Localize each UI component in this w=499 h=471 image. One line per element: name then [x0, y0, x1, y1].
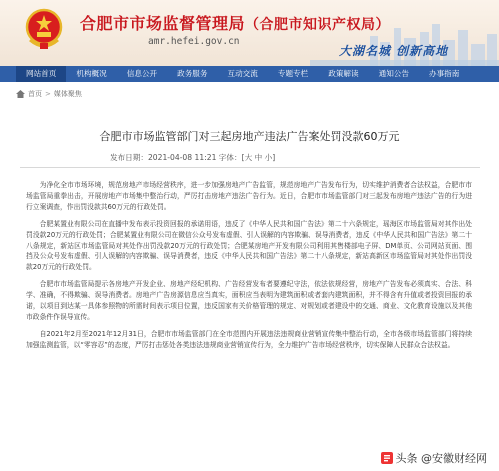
nav-item-about[interactable]: 机构概况	[76, 69, 107, 78]
breadcrumb-separator: >	[45, 90, 51, 98]
font-size-small-button[interactable]: 小	[264, 153, 273, 162]
nav-item-guide[interactable]: 办事指南	[429, 69, 460, 78]
site-slogan: 大湖名城 创新高地	[339, 44, 449, 58]
article-paragraph: 自2021年2月至2021年12月31日，合肥市市场监管部门在全市范围内开展违法违规商业营销宣传集中整治行动，全市各级市场监管部门将持续加强监测监管，以“零容忍”的态度，严厉打击惩处各类违法违规商业营销宣传行为，全力维护广告市场经营秩序，切实保障人民群众合法权益。	[26, 329, 472, 349]
site-subtitle: （合肥市知识产权局）	[245, 17, 391, 33]
article-paragraph: 为净化全市市场环境，规范房地产市场经营秩序，进一步加强房地产广告监管，规范房地产广告发布行为，切实维护消费者合法权益，合肥市市场监管局重拳出击，开展房地产市场集中整治行动，严厉打击房地产违法广告行为。近日，合肥市市场监管部门对三起发布房地产违法广告的行为进行立案调查，作出罚没款共60万元的行政处罚。	[26, 181, 472, 211]
nav-item-topics[interactable]: 专题专栏	[277, 69, 309, 78]
toutiao-logo-icon	[381, 452, 393, 464]
meta-bracket-close: ]	[272, 153, 276, 162]
watermark-text: 头条 @安徽财经网	[395, 452, 487, 465]
article-paragraph: 合肥市市场监管局提示各房地产开发企业、房地产经纪机构、广告经营发布者要遵纪守法，依法依规经营，房地产广告发布必须真实、合法、科学、准确，不得欺骗、误导消费者。房地产广告房源信息应当真实，面积应当表明为建筑面积或者套内建筑面积，并不得含有升值或者投资回报的承诺，以项目到达某一具体参照物的所需时间表示项目位置，违反国家有关价格管理的规定、对规划或者建设中的交通、商业、文化教育设施以及其他市政条件作误导宣传。	[26, 280, 472, 321]
article-title: 合肥市市场监管部门对三起房地产违法广告案处罚没款60万元	[99, 130, 400, 143]
breadcrumb	[16, 88, 486, 100]
breadcrumb-section-link[interactable]: 媒体聚焦	[53, 90, 82, 98]
title-divider	[20, 167, 480, 168]
nav-item-services[interactable]: 政务服务	[177, 69, 208, 78]
site-header	[0, 0, 499, 66]
watermark	[377, 449, 492, 467]
home-icon	[16, 90, 25, 98]
nav-item-notices[interactable]: 通知公告	[378, 69, 409, 78]
site-title: 合肥市市场监督管理局（合肥市知识产权局）	[80, 14, 391, 33]
main-nav	[0, 66, 499, 82]
nav-item-interaction[interactable]: 互动交流	[227, 69, 258, 78]
nav-item-disclosure[interactable]: 信息公开	[126, 69, 158, 78]
site-url: amr.hefei.gov.cn	[148, 36, 240, 47]
nav-item-policy[interactable]: 政策解读	[328, 69, 359, 78]
font-size-medium-button[interactable]: 中	[254, 153, 263, 162]
breadcrumb-home-link[interactable]: 首页	[28, 90, 42, 98]
article-paragraph: 合肥某置业有限公司在直播中发布表示投资回报的承诺用语，违反了《中华人民共和国广告法》第二十六条规定，瑶海区市场监管局对其作出处罚没款20万元的行政处罚；合肥某置业有限公司在微信公众号发布虚假、引人误解的内容欺骗、误导消费者，违反《中华人民共和国广告法》第二十八条规定，新站区市场监管局对其处作出罚没款20万元的行政处罚；合肥某房地产开发有限公司利用其售楼部电子屏、DM单页、公司网站页面、围挡及公众号发布虚假、引人误解的内容欺骗、误导消费者，违反《中华人民共和国广告法》第二十八条规定，新站高新区市场监管局对其处作出罚没款20万元的行政处罚。	[26, 219, 472, 272]
article-body	[26, 180, 472, 357]
nav-item-home[interactable]: 网站首页	[16, 66, 66, 82]
national-emblem-icon	[24, 8, 64, 50]
font-size-large-button[interactable]: 大	[244, 153, 253, 162]
publish-date: 发布日期：2021-04-08 11:21 字体：[	[110, 153, 245, 162]
article-meta	[110, 152, 410, 163]
